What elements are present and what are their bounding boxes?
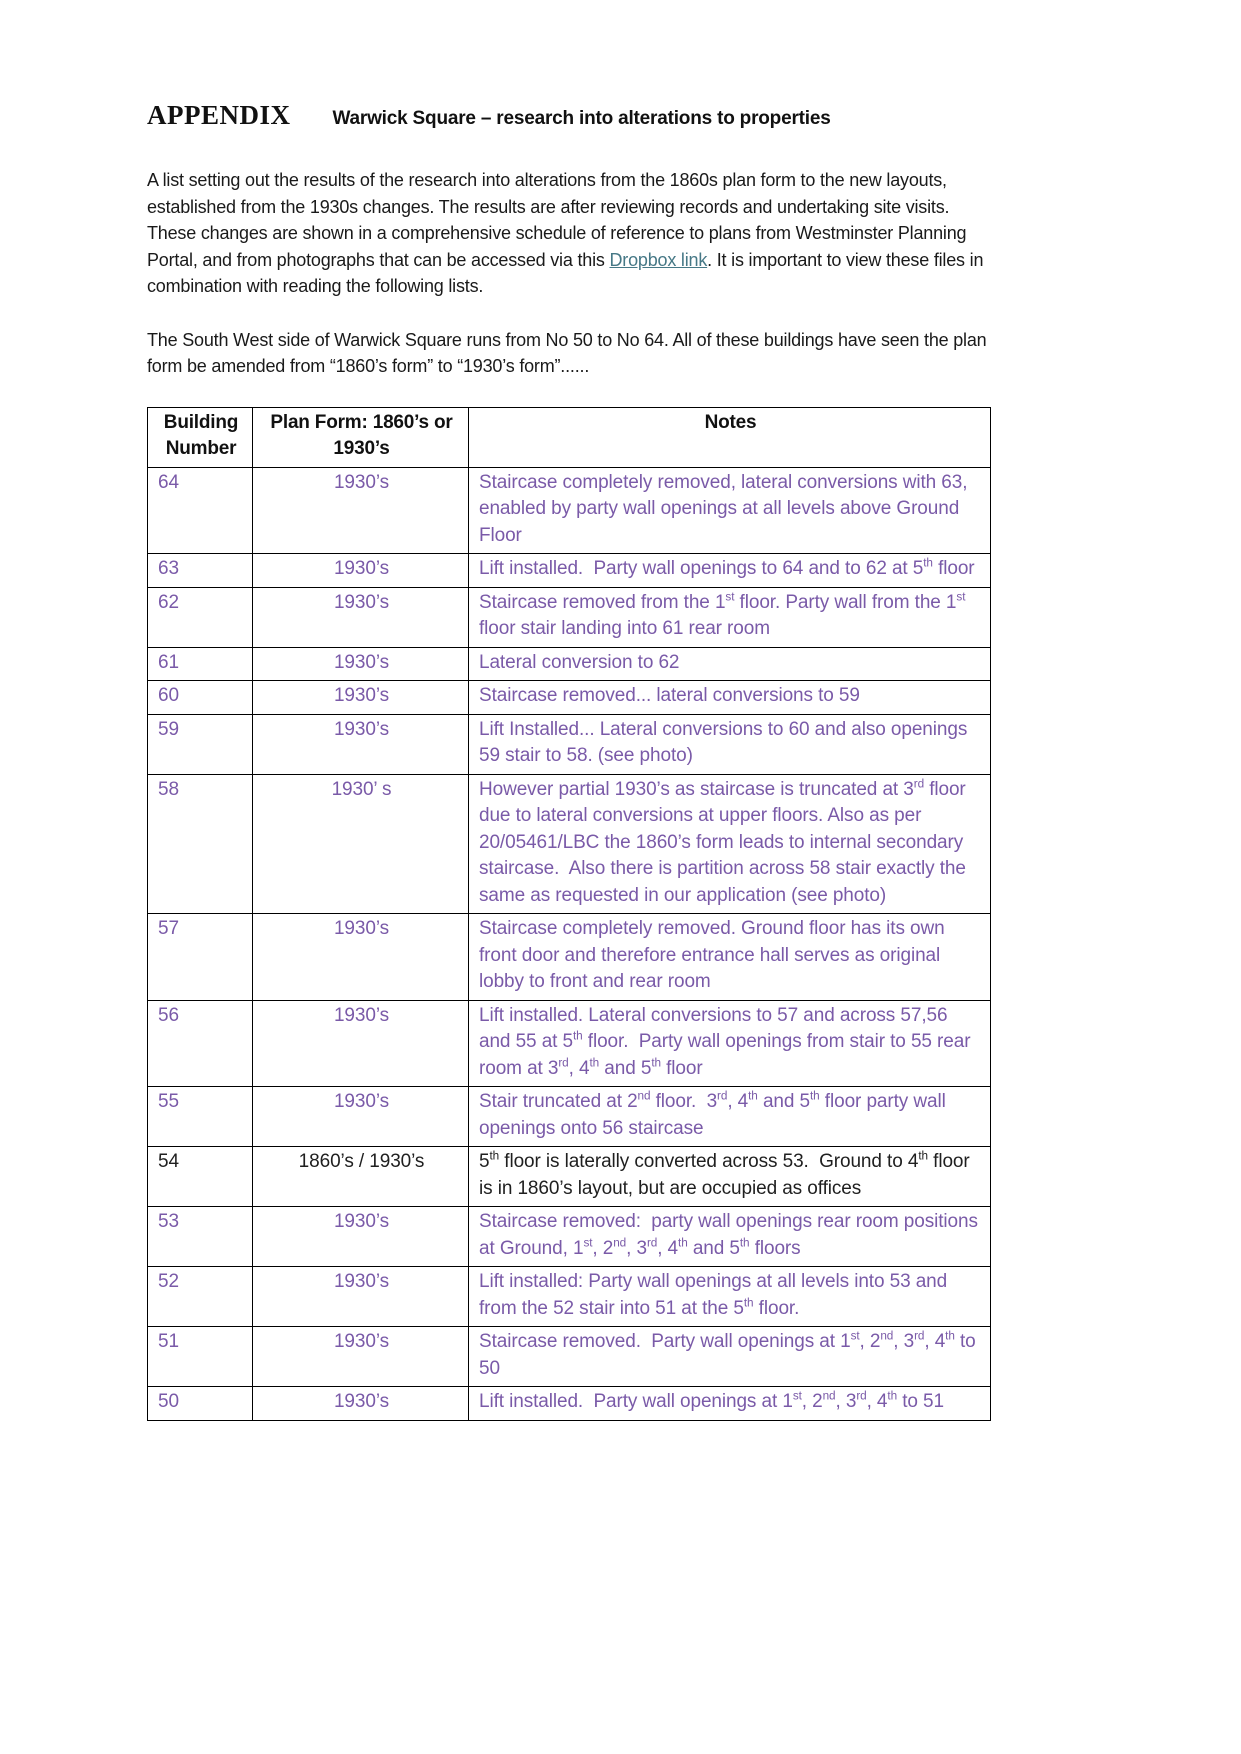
- dropbox-link[interactable]: Dropbox link: [609, 249, 708, 270]
- building-number-cell: 63: [148, 554, 253, 588]
- plan-form-cell: 1930’s: [253, 1087, 469, 1147]
- table-header-row: [148, 407, 991, 467]
- building-number-cell: 61: [148, 647, 253, 681]
- building-number-cell: 58: [148, 774, 253, 914]
- building-number-cell: 54: [148, 1147, 253, 1207]
- plan-form-cell: 1930’s: [253, 647, 469, 681]
- building-number-cell: 62: [148, 587, 253, 647]
- notes-cell: Stair truncated at 2nd floor. 3rd, 4th and 5th floor party wall openings onto 56 staircase: [469, 1087, 991, 1147]
- plan-form-cell: 1930’s: [253, 1000, 469, 1087]
- intro-text-after-link: . It is important to view these files in combination with reading the following lists.: [147, 249, 989, 296]
- plan-form-cell: 1930’s: [253, 681, 469, 715]
- notes-cell: However partial 1930’s as staircase is truncated at 3rd floor due to lateral conversions at upper floors. Also as per 20/05461/LBC the 1860’s form leads to internal secondary staircase. Also there is partition across 58 stair exactly the same as requested in our application (see photo): [469, 774, 991, 914]
- building-number-cell: 56: [148, 1000, 253, 1087]
- plan-form-cell: 1930’s: [253, 554, 469, 588]
- notes-cell: Staircase removed... lateral conversions to 59: [469, 681, 991, 715]
- building-number-cell: 50: [148, 1387, 253, 1421]
- notes-cell: Lift installed. Party wall openings to 64 and to 62 at 5th floor: [469, 554, 991, 588]
- header-plan-form: Plan Form: 1860’s or 1930’s: [253, 407, 469, 467]
- notes-cell: Lift Installed... Lateral conversions to 60 and also openings 59 stair to 58. (see photo): [469, 714, 991, 774]
- page-title: Warwick Square – research into alterations to properties: [332, 108, 831, 129]
- plan-form-cell: 1930’s: [253, 587, 469, 647]
- building-number-cell: 57: [148, 914, 253, 1001]
- table-row: [148, 774, 991, 914]
- header-notes: Notes: [469, 407, 991, 467]
- notes-cell: Staircase removed: party wall openings rear room positions at Ground, 1st, 2nd, 3rd, 4th and 5th floors: [469, 1207, 991, 1267]
- header-building-number: Building Number: [148, 407, 253, 467]
- intro-paragraph: [147, 167, 992, 300]
- notes-cell: Staircase completely removed, lateral conversions with 63, enabled by party wall openings at all levels above Ground Floor: [469, 467, 991, 554]
- southwest-side-paragraph: The South West side of Warwick Square runs from No 50 to No 64. All of these buildings have seen the plan form be amended from “1860’s form” to “1930’s form”......: [147, 329, 992, 376]
- table-row: [148, 587, 991, 647]
- building-number-cell: 51: [148, 1327, 253, 1387]
- table-body: [148, 467, 991, 1420]
- title-row: [147, 100, 992, 131]
- building-number-cell: 59: [148, 714, 253, 774]
- plan-form-cell: 1930’s: [253, 714, 469, 774]
- properties-table: [147, 407, 991, 1421]
- notes-cell: Staircase completely removed. Ground floor has its own front door and therefore entrance hall serves as original lobby to front and rear room: [469, 914, 991, 1001]
- building-number-cell: 53: [148, 1207, 253, 1267]
- intro-text-before-link: A list setting out the results of the research into alterations from the 1860s plan form to the new layouts, established from the 1930s changes. The results are after reviewing records and undertaking site visits. These changes are shown in a comprehensive schedule of reference to plans from Westminster Planning Portal, and from photographs that can be accessed via this: [147, 170, 972, 270]
- table-row: [148, 1387, 991, 1421]
- plan-form-cell: 1930’s: [253, 1387, 469, 1421]
- table-row: [148, 1087, 991, 1147]
- plan-form-cell: 1930’s: [253, 914, 469, 1001]
- notes-cell: Staircase removed. Party wall openings at 1st, 2nd, 3rd, 4th to 50: [469, 1327, 991, 1387]
- plan-form-cell: 1930’ s: [253, 774, 469, 914]
- table-row: [148, 1207, 991, 1267]
- notes-cell: Staircase removed from the 1st floor. Party wall from the 1st floor stair landing into 61 rear room: [469, 587, 991, 647]
- plan-form-cell: 1930’s: [253, 1207, 469, 1267]
- notes-cell: Lift installed: Party wall openings at all levels into 53 and from the 52 stair into 51 at the 5th floor.: [469, 1267, 991, 1327]
- table-row: [148, 554, 991, 588]
- table-row: [148, 647, 991, 681]
- notes-cell: Lift installed. Party wall openings at 1st, 2nd, 3rd, 4th to 51: [469, 1387, 991, 1421]
- table-row: [148, 1000, 991, 1087]
- table-row: [148, 1267, 991, 1327]
- table-row: [148, 681, 991, 715]
- table-row: [148, 467, 991, 554]
- appendix-label: APPENDIX: [147, 100, 291, 130]
- building-number-cell: 64: [148, 467, 253, 554]
- notes-cell: Lateral conversion to 62: [469, 647, 991, 681]
- table-row: [148, 1327, 991, 1387]
- table-row: [148, 714, 991, 774]
- building-number-cell: 60: [148, 681, 253, 715]
- building-number-cell: 55: [148, 1087, 253, 1147]
- plan-form-cell: 1930’s: [253, 467, 469, 554]
- building-number-cell: 52: [148, 1267, 253, 1327]
- table-row: [148, 914, 991, 1001]
- document-content: [147, 100, 992, 1421]
- plan-form-cell: 1860’s / 1930’s: [253, 1147, 469, 1207]
- notes-cell: 5th floor is laterally converted across 53. Ground to 4th floor is in 1860’s layout, but are occupied as offices: [469, 1147, 991, 1207]
- table-row: [148, 1147, 991, 1207]
- notes-cell: Lift installed. Lateral conversions to 57 and across 57,56 and 55 at 5th floor. Party wall openings from stair to 55 rear room at 3rd, 4th and 5th floor: [469, 1000, 991, 1087]
- plan-form-cell: 1930’s: [253, 1327, 469, 1387]
- plan-form-cell: 1930’s: [253, 1267, 469, 1327]
